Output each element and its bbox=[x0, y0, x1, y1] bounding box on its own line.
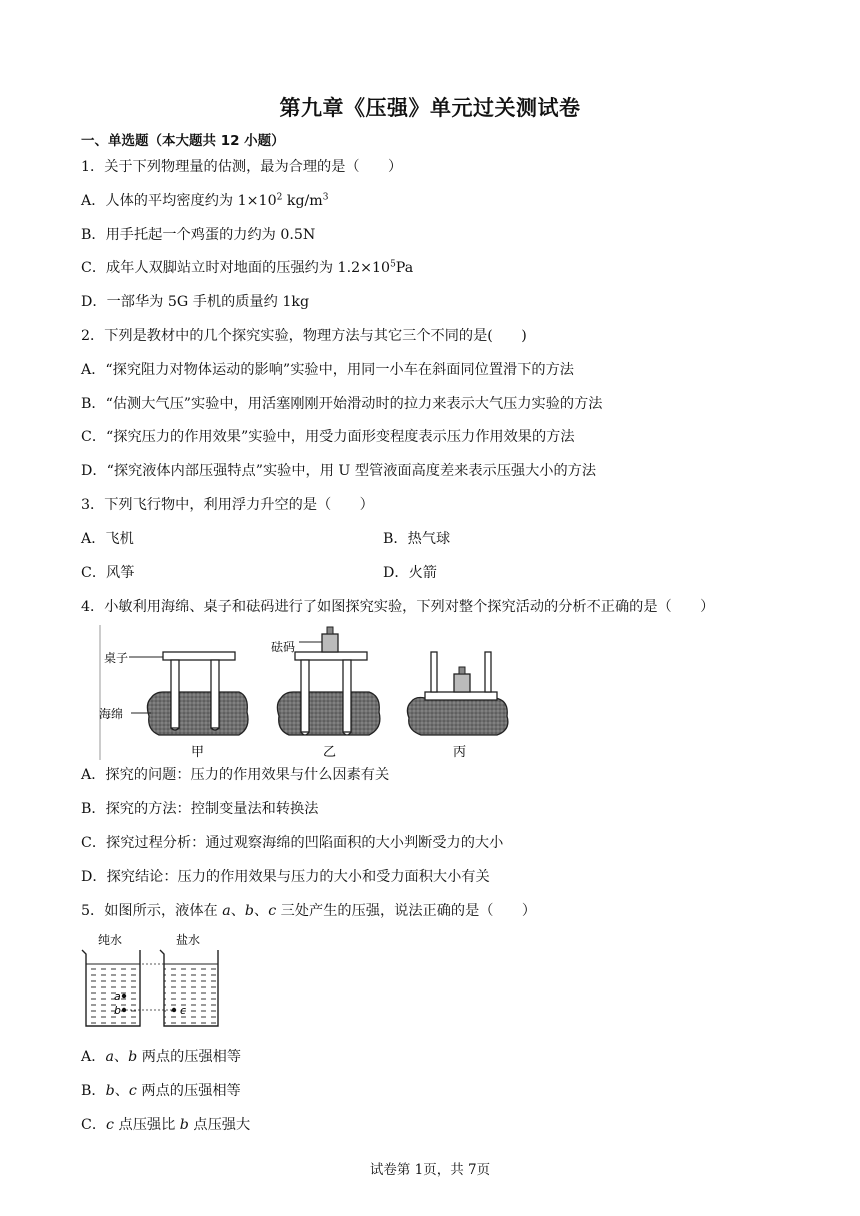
q5-option-c: C．c 点压强比 b 点压强大 bbox=[81, 1117, 251, 1133]
q3-option-c: C．风筝 bbox=[81, 565, 135, 581]
q5-stem: 5．如图所示，液体在 a、b、c 三处产生的压强，说法正确的是（ ） bbox=[81, 903, 537, 919]
q2-option-d: D．“探究液体内部压强特点”实验中，用 U 型管液面高度差来表示压强大小的方法 bbox=[81, 463, 597, 479]
q1-option-d: D．一部华为 5G 手机的质量约 1kg bbox=[81, 294, 310, 310]
q4-option-d: D．探究结论：压力的作用效果与压力的大小和受力面积大小有关 bbox=[81, 869, 490, 885]
q4-sponge-experiment-figure bbox=[99, 620, 519, 762]
q3-option-a: A．飞机 bbox=[81, 531, 134, 547]
label-jia: 甲 bbox=[191, 745, 205, 760]
label-pure-water: 纯水 bbox=[98, 933, 123, 947]
page-footer: 试卷第 1页，共 7页 bbox=[369, 1162, 491, 1178]
point-b-label: b bbox=[114, 1004, 121, 1017]
beaker-pure-water bbox=[82, 932, 140, 1026]
label-desk: 桌子 bbox=[104, 651, 129, 665]
figure-bing-setup bbox=[407, 652, 507, 760]
q5-option-b: B．b、c 两点的压强相等 bbox=[81, 1083, 241, 1099]
q3-option-b: B．热气球 bbox=[383, 531, 451, 547]
q2-option-b: B．“估测大气压”实验中，用活塞刚刚开始滑动时的拉力来表示大气压力实验的方法 bbox=[81, 396, 603, 412]
label-yi: 乙 bbox=[323, 745, 337, 760]
page-title: 第九章《压强》单元过关测试卷 bbox=[279, 96, 581, 120]
q4-option-b: B．探究的方法：控制变量法和转换法 bbox=[81, 801, 319, 817]
q1-option-a: A．人体的平均密度约为 $1\times 10^2$ $kg/m^3$ bbox=[81, 192, 329, 209]
q2-option-c: C．“探究压力的作用效果”实验中，用受力面形变程度表示压力作用效果的方法 bbox=[81, 429, 575, 445]
q3-stem: 3．下列飞行物中，利用浮力升空的是（ ） bbox=[81, 497, 374, 513]
q2-option-a: A．“探究阻力对物体运动的影响”实验中，用同一小车在斜面同位置滑下的方法 bbox=[81, 362, 574, 378]
q4-option-c: C．探究过程分析：通过观察海绵的凹陷面积的大小判断受力的大小 bbox=[81, 835, 504, 851]
label-salt-water: 盐水 bbox=[176, 933, 201, 947]
label-weight: 砝码 bbox=[271, 640, 296, 654]
section-heading: 一、单选题（本大题共 12 小题） bbox=[81, 133, 285, 149]
q5-beaker-figure bbox=[80, 930, 230, 1034]
q1-stem: 1．关于下列物理量的估测，最为合理的是（ ） bbox=[81, 159, 403, 175]
q2-stem: 2．下列是教材中的几个探究实验，物理方法与其它三个不同的是( ) bbox=[81, 328, 527, 344]
point-a-label: a bbox=[114, 990, 121, 1003]
figure-yi-setup bbox=[271, 627, 380, 760]
q3-option-d: D．火箭 bbox=[383, 565, 437, 581]
q1-option-c: C．成年人双脚站立时对地面的压强约为 $1.2\times 10^5Pa$ bbox=[81, 259, 414, 276]
point-c-label: c bbox=[180, 1004, 187, 1017]
beaker-salt-water bbox=[160, 932, 218, 1026]
q1-option-b: B．用手托起一个鸡蛋的力约为 0.5N bbox=[81, 227, 316, 243]
label-sponge: 海绵 bbox=[99, 707, 124, 721]
q4-stem: 4．小敏利用海绵、桌子和砝码进行了如图探究实验，下列对整个探究活动的分析不正确的是（ ） bbox=[81, 599, 715, 615]
figure-jia-setup bbox=[99, 650, 248, 760]
q4-option-a: A．探究的问题：压力的作用效果与什么因素有关 bbox=[81, 767, 390, 783]
label-bing: 丙 bbox=[453, 745, 467, 760]
q5-option-a: A．a、b 两点的压强相等 bbox=[81, 1049, 242, 1065]
